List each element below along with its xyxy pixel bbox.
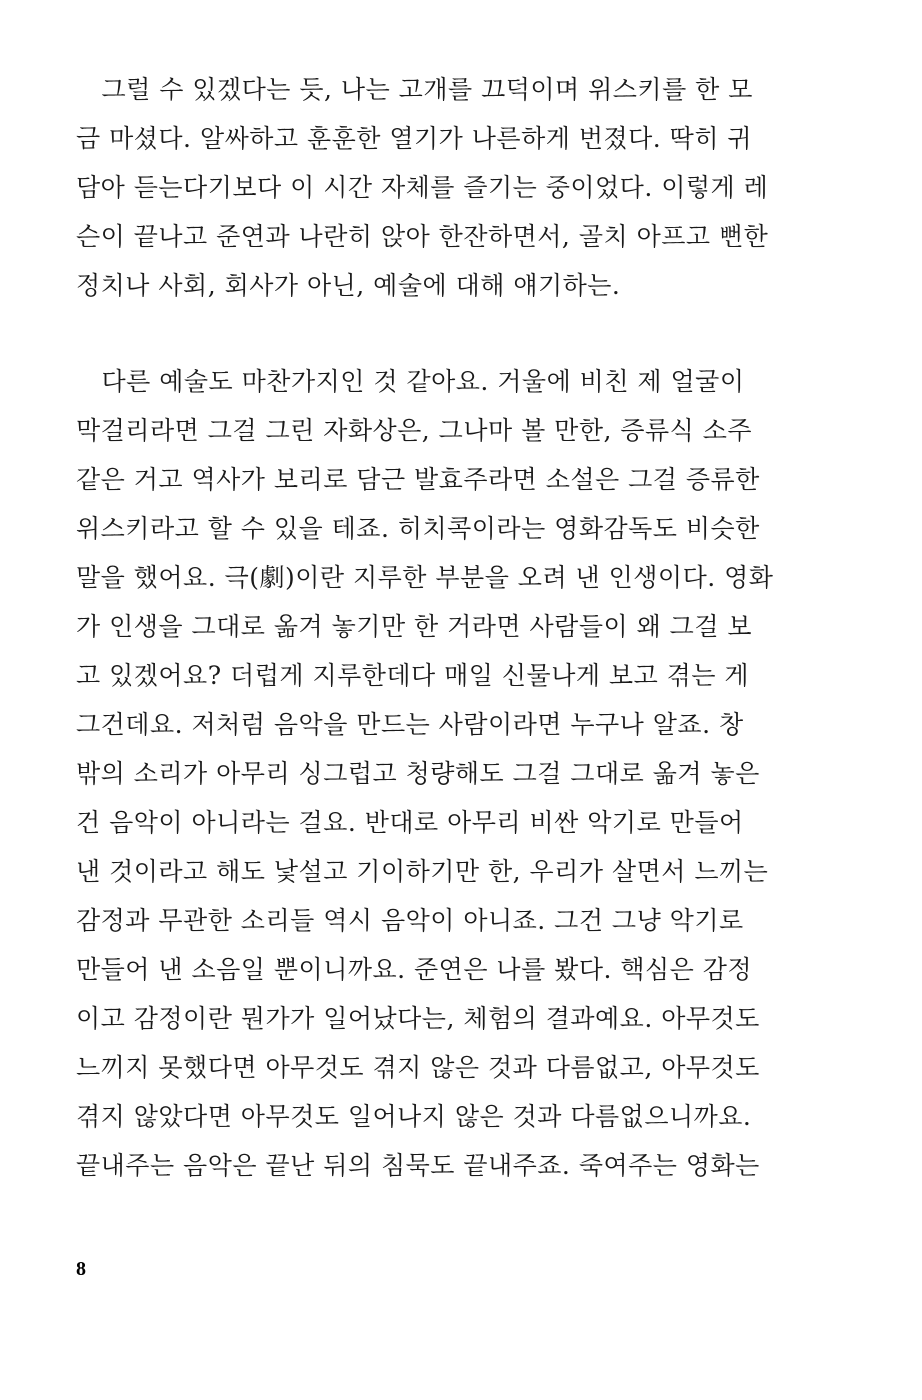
text-line: 이고 감정이란 뭔가가 일어났다는, 체험의 결과예요. 아무것도	[76, 1004, 760, 1033]
text-line: 끝내주는 음악은 끝난 뒤의 침묵도 끝내주죠. 죽여주는 영화는	[76, 1151, 760, 1180]
text-line: 겪지 않았다면 아무것도 일어나지 않은 것과 다름없으니까요.	[76, 1102, 752, 1131]
text-line: 가 인생을 그대로 옮겨 놓기만 한 거라면 사람들이 왜 그걸 보	[76, 612, 753, 641]
text-line: 그럴 수 있겠다는 듯, 나는 고개를 끄덕이며 위스키를 한 모	[76, 75, 753, 104]
text-line: 만들어 낸 소음일 뿐이니까요. 준연은 나를 봤다. 핵심은 감정	[76, 955, 753, 984]
text-line: 감정과 무관한 소리들 역시 음악이 아니죠. 그건 그냥 악기로	[76, 906, 744, 935]
paragraph-1	[76, 65, 769, 310]
text-line: 위스키라고 할 수 있을 테죠. 히치콕이라는 영화감독도 비슷한	[76, 514, 760, 543]
text-line: 밖의 소리가 아무리 싱그럽고 청량해도 그걸 그대로 옮겨 놓은	[76, 759, 760, 788]
text-line: 느끼지 못했다면 아무것도 겪지 않은 것과 다름없고, 아무것도	[76, 1053, 760, 1082]
text-line: 담아 듣는다기보다 이 시간 자체를 즐기는 중이었다. 이렇게 레	[76, 173, 769, 202]
text-line: 다른 예술도 마찬가지인 것 같아요. 거울에 비친 제 얼굴이	[76, 367, 745, 396]
text-line: 정치나 사회, 회사가 아닌, 예술에 대해 얘기하는.	[76, 271, 621, 300]
text-line: 같은 거고 역사가 보리로 담근 발효주라면 소설은 그걸 증류한	[76, 465, 760, 494]
paragraph-2	[76, 357, 774, 1190]
text-line: 슨이 끝나고 준연과 나란히 앉아 한잔하면서, 골치 아프고 뻔한	[76, 222, 769, 251]
page-number: 8	[76, 1258, 86, 1280]
text-line: 그건데요. 저처럼 음악을 만드는 사람이라면 누구나 알죠. 창	[76, 710, 744, 739]
text-line: 건 음악이 아니라는 걸요. 반대로 아무리 비싼 악기로 만들어	[76, 808, 744, 837]
text-line: 낸 것이라고 해도 낯설고 기이하기만 한, 우리가 살면서 느끼는	[76, 857, 769, 886]
text-line: 금 마셨다. 알싸하고 훈훈한 열기가 나른하게 번졌다. 딱히 귀	[76, 124, 753, 153]
text-line: 막걸리라면 그걸 그린 자화상은, 그나마 볼 만한, 증류식 소주	[76, 416, 753, 445]
text-line: 말을 했어요. 극(劇)이란 지루한 부분을 오려 낸 인생이다. 영화	[76, 563, 774, 592]
text-line: 고 있겠어요? 더럽게 지루한데다 매일 신물나게 보고 겪는 게	[76, 661, 750, 690]
